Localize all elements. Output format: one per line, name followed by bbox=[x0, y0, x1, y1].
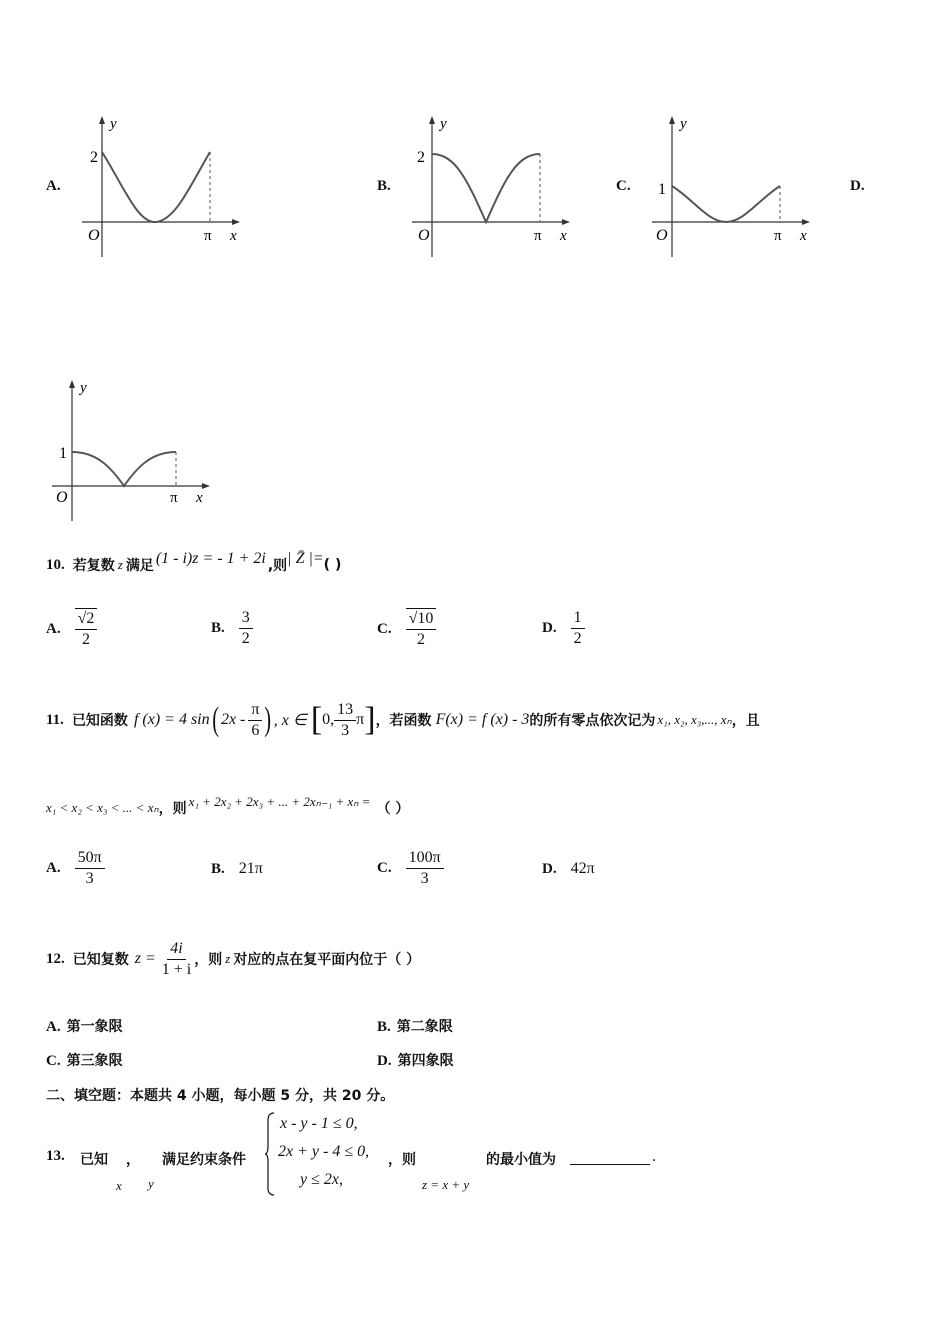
q11-function: f (x) = 4 sin bbox=[133, 711, 210, 728]
graph-c bbox=[646, 112, 826, 262]
svg-text:O: O bbox=[56, 489, 68, 506]
svg-text:x: x bbox=[230, 228, 237, 244]
graph-b bbox=[406, 112, 586, 262]
question-number: 11. bbox=[46, 711, 64, 728]
q12-options bbox=[46, 1016, 946, 1076]
answer-paren: ( ) bbox=[323, 557, 342, 573]
q10-modulus: | Z̄ |= bbox=[287, 550, 324, 567]
question-13: 13. 已知 ， 满足约束条件 x y x - y - 1 ≤ 0, 2x + y - 4 ≤ 0, y ≤ 2x, ，则 z = x + y 的最小值为 . bbox=[46, 1108, 926, 1200]
q12-option-c[interactable]: C. 第三象限 bbox=[46, 1053, 123, 1069]
option-b-label: B. bbox=[377, 178, 391, 194]
q11-option-c[interactable]: C. $\frac{100\pi}{3}$ bbox=[377, 848, 444, 889]
q11-zeros: x₁, x₂, x₃,..., xₙ bbox=[657, 712, 732, 727]
q11-option-a[interactable]: A. $\frac{50\pi}{3}$ bbox=[46, 848, 105, 889]
svg-text:O: O bbox=[88, 227, 100, 244]
svg-text:π: π bbox=[534, 228, 542, 244]
graph-d bbox=[46, 376, 226, 526]
section-heading: 二、填空题：本题共 4 小题，每小题 5 分，共 20 分。 bbox=[46, 1088, 395, 1104]
brace-icon bbox=[264, 1112, 276, 1196]
q13-objective: z = x + y bbox=[422, 1177, 470, 1192]
question-number: 10. bbox=[46, 556, 65, 573]
answer-paren: （ ） bbox=[376, 801, 410, 817]
option-a-label: A. bbox=[46, 178, 61, 194]
svg-text:y: y bbox=[440, 116, 447, 132]
q10-option-b[interactable]: B. $\frac{3}{2}$ bbox=[211, 608, 253, 649]
svg-text:O: O bbox=[418, 227, 430, 244]
q10-options bbox=[46, 608, 946, 660]
svg-text:x: x bbox=[560, 228, 567, 244]
q12-option-b[interactable]: B. 第二象限 bbox=[377, 1019, 453, 1035]
option-d-label: D. bbox=[850, 178, 865, 194]
constraint-system: x - y - 1 ≤ 0, 2x + y - 4 ≤ 0, y ≤ 2x, bbox=[278, 1115, 370, 1188]
graph-a-value: 2 bbox=[90, 149, 98, 166]
q10-equation: (1 - i)z = - 1 + 2i bbox=[155, 550, 266, 567]
question-number: 13. bbox=[46, 1148, 65, 1164]
question-number: 12. bbox=[46, 950, 65, 967]
q11-option-b[interactable]: B. 21π bbox=[211, 860, 263, 877]
svg-text:y: y bbox=[680, 116, 687, 132]
q10-option-d[interactable]: D. $\frac{1}{2}$ bbox=[542, 608, 585, 649]
svg-text:y: y bbox=[110, 116, 117, 132]
q12-option-a[interactable]: A. 第一象限 bbox=[46, 1019, 123, 1035]
svg-text:O: O bbox=[656, 227, 668, 244]
question-11: 11. 已知函数 f (x) = 4 sin ( 2x - $\frac{\pi}{6}$ ) , x ∈ [ 0, $\frac{13}{3}$ π ] ，若函数 F(x) = f (x) - 3 的所有零点依次记为 x₁, x₂, x₃,..., xₙ ，且 bbox=[46, 700, 760, 739]
q11-options bbox=[46, 848, 946, 900]
q10-option-c[interactable]: C. $\frac{√10}{2}$ bbox=[377, 608, 436, 650]
q11-order: x₁ < x₂ < x₃ < ... < xₙ bbox=[46, 800, 159, 815]
q11-option-d[interactable]: D. 42π bbox=[542, 860, 595, 877]
graph-d-value: 1 bbox=[59, 445, 67, 462]
svg-text:π: π bbox=[774, 228, 782, 244]
svg-text:x: x bbox=[196, 490, 203, 506]
q10-option-a[interactable]: A. $\frac{√2}{2}$ bbox=[46, 608, 97, 650]
svg-text:π: π bbox=[204, 228, 212, 244]
q12-option-d[interactable]: D. 第四象限 bbox=[377, 1053, 454, 1069]
svg-text:π: π bbox=[170, 490, 178, 506]
question-12: 12. 已知复数 z = $\frac{4i}{1 + i}$ ，则 z 对应的点在复平面内位于（ ） bbox=[46, 939, 421, 978]
svg-text:y: y bbox=[80, 380, 87, 396]
svg-text:x: x bbox=[800, 228, 807, 244]
question-10: 10. 若复数 z 满足 (1 - i)z = - 1 + 2i ,则 | Z̄ |= ( ) bbox=[46, 550, 342, 574]
graph-b-value: 2 bbox=[417, 149, 425, 166]
graph-a bbox=[76, 112, 256, 262]
answer-blank[interactable] bbox=[570, 1150, 650, 1165]
q11-sum: x₁ + 2x₂ + 2x₃ + ... + 2xₙ₋₁ + xₙ = bbox=[188, 794, 371, 809]
option-c-label: C. bbox=[616, 178, 631, 194]
graph-c-value: 1 bbox=[658, 181, 666, 198]
q11-F-def: F(x) = f (x) - 3 bbox=[435, 711, 530, 728]
question-11-line2: x₁ < x₂ < x₃ < ... < xₙ ，则 x₁ + 2x₂ + 2x₃ + ... + 2xₙ₋₁ + xₙ = （ ） bbox=[46, 794, 410, 817]
